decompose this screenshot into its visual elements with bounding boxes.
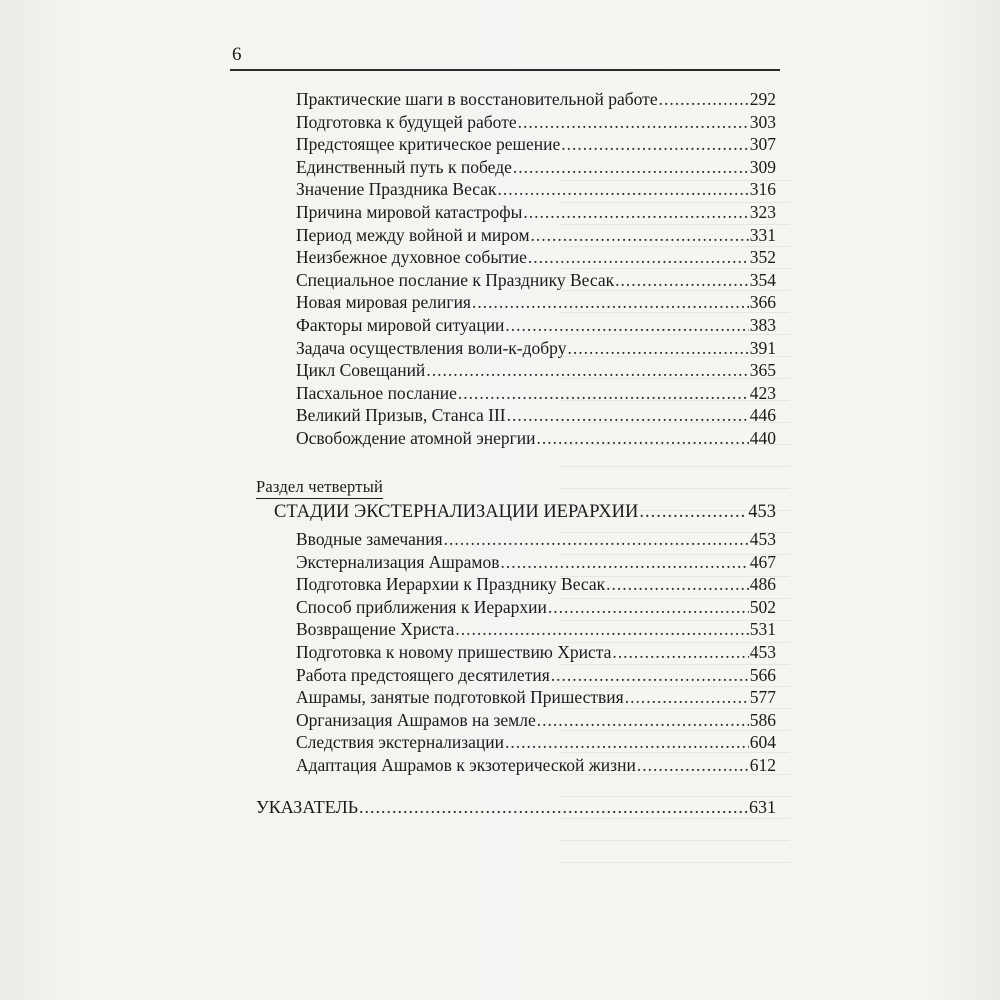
dot-leader [625, 686, 749, 708]
entry-page-number: 453 [749, 529, 776, 549]
entry-title: Период между войной и миром [296, 224, 530, 245]
toc-entry [296, 224, 776, 246]
dot-leader [505, 314, 748, 336]
dot-leader [615, 269, 749, 291]
entry-page-number: 577 [749, 687, 776, 708]
entry-page-number: 292 [749, 89, 776, 109]
toc-entry [296, 111, 776, 133]
toc-entry [296, 641, 776, 663]
entry-title: Пасхальное послание [296, 382, 457, 403]
entry-page-number: 440 [749, 428, 776, 448]
entry-page-number: 307 [749, 134, 776, 155]
dot-leader [548, 596, 749, 618]
toc-entry [296, 246, 776, 268]
toc-entry [296, 88, 776, 110]
entry-title: Специальное послание к Празднику Весак [296, 269, 615, 290]
toc-entry [296, 427, 776, 449]
entry-title: Работа предстоящего десятилетия [296, 664, 550, 685]
entry-page-number: 566 [749, 664, 776, 685]
toc-entry [296, 382, 776, 404]
entry-title: Великий Призыв, Станса III [296, 405, 506, 426]
entry-title: Подготовка к будущей работе [296, 111, 517, 132]
toc-entry [296, 731, 776, 753]
dot-leader [455, 618, 748, 640]
entry-page-number: 323 [749, 202, 776, 222]
toc-entry [296, 133, 776, 155]
toc-entry [296, 201, 776, 223]
dot-leader [537, 709, 749, 731]
dot-leader [507, 404, 749, 426]
entry-title: Адаптация Ашрамов к экзотерической жизни [296, 755, 636, 775]
toc-entry [296, 618, 776, 640]
dot-leader [531, 224, 749, 246]
entry-title: Цикл Совещаний [296, 360, 426, 381]
dot-leader [561, 133, 749, 155]
toc-entry [296, 404, 776, 426]
dot-leader [501, 551, 749, 573]
entry-page-number: 383 [749, 315, 776, 335]
entry-title: Подготовка Иерархии к Празднику Весак [296, 574, 606, 595]
dot-leader [513, 156, 749, 178]
entry-title: Неизбежное духовное событие [296, 247, 527, 268]
entry-title: Следствия экстернализации [296, 732, 504, 753]
dot-leader [523, 201, 748, 223]
dot-leader [606, 573, 749, 595]
dot-leader [612, 641, 748, 663]
entry-title: Значение Праздника Весак [296, 179, 497, 200]
dot-leader [537, 427, 749, 449]
dot-leader [498, 178, 749, 200]
entry-page-number: 631 [749, 797, 776, 817]
section-heading: Раздел четвертый [256, 476, 383, 499]
entry-page-number: 486 [749, 574, 776, 595]
entry-page-number: 366 [749, 292, 776, 313]
toc-entry [296, 314, 776, 336]
entry-title: Организация Ашрамов на земле [296, 709, 536, 730]
entry-title: Освобождение атомной энергии [296, 428, 536, 448]
entry-title: Подготовка к новому пришествию Христа [296, 642, 612, 662]
entry-page-number: 467 [749, 551, 776, 572]
entry-title: Единственный путь к победе [296, 156, 512, 177]
toc-entry [296, 709, 776, 731]
entry-page-number: 446 [749, 405, 776, 426]
section-title-entry [274, 501, 776, 523]
index-entry [256, 796, 776, 818]
entry-page-number: 502 [749, 596, 776, 617]
toc-entry [296, 291, 776, 313]
toc-entry [296, 551, 776, 573]
entry-title: Новая мировая религия [296, 292, 471, 313]
entry-title: Задача осуществления воли-к-добру [296, 337, 567, 358]
toc-entry [296, 359, 776, 381]
dot-leader [528, 246, 749, 268]
entry-page-number: 331 [749, 224, 776, 245]
dot-leader [518, 111, 749, 133]
dot-leader [505, 731, 749, 753]
entry-title: Предстоящее критическое решение [296, 134, 561, 155]
dot-leader [567, 337, 748, 359]
dot-leader [639, 501, 747, 523]
toc-entry [296, 596, 776, 618]
toc-entry [296, 156, 776, 178]
toc-entry [296, 269, 776, 291]
entry-title: СТАДИИ ЭКСТЕРНАЛИЗАЦИИ ИЕРАРХИИ [274, 502, 639, 522]
entry-page-number: 352 [749, 247, 776, 268]
entry-page-number: 612 [749, 755, 776, 775]
dot-leader [637, 754, 749, 776]
entry-title: Экстернализация Ашрамов [296, 551, 500, 572]
entry-title: Ашрамы, занятые подготовкой Пришествия [296, 687, 624, 708]
entry-page-number: 586 [749, 709, 776, 730]
toc-entry [296, 573, 776, 595]
dot-leader [551, 664, 749, 686]
dot-leader [359, 796, 748, 818]
page-number: 6 [232, 44, 242, 65]
toc-entry [296, 754, 776, 776]
entry-page-number: 303 [749, 111, 776, 132]
dot-leader [444, 528, 749, 550]
entry-page-number: 309 [749, 156, 776, 177]
entry-page-number: 453 [749, 642, 776, 662]
entry-page-number: 604 [749, 732, 776, 753]
entry-title: Факторы мировой ситуации [296, 315, 505, 335]
entry-page-number: 423 [749, 382, 776, 403]
dot-leader [659, 88, 749, 110]
toc-entry [296, 178, 776, 200]
toc-entry [296, 686, 776, 708]
entry-title: УКАЗАТЕЛЬ [256, 797, 359, 817]
entry-page-number: 531 [749, 619, 776, 640]
entry-title: Возвращение Христа [296, 619, 455, 640]
entry-title: Вводные замечания [296, 529, 443, 549]
entry-page-number: 316 [749, 179, 776, 200]
entry-title: Способ приближения к Иерархии [296, 596, 547, 617]
entry-page-number: 365 [749, 360, 776, 381]
toc-entry [296, 664, 776, 686]
entry-title: Причина мировой катастрофы [296, 202, 523, 222]
entry-page-number: 354 [749, 269, 776, 290]
entry-title: Практические шаги в восстановительной работе [296, 89, 658, 109]
dot-leader [458, 382, 749, 404]
entry-page-number: 391 [749, 337, 776, 358]
dot-leader [472, 291, 749, 313]
entry-page-number: 453 [748, 502, 776, 522]
toc-entry [296, 528, 776, 550]
dot-leader [426, 359, 748, 381]
toc-entry [296, 337, 776, 359]
